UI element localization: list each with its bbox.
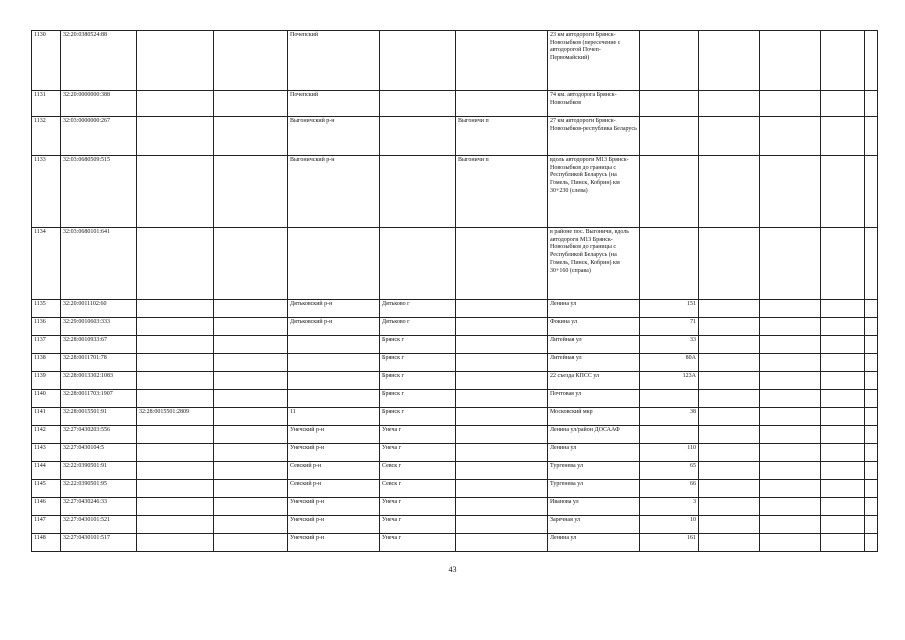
col-12-cell (821, 408, 865, 426)
col-12-cell (821, 480, 865, 498)
address-cell: в районе пос. Выгоничи, вдоль автодороги М13 Брянск- Новозыбков до границы с Республикой Беларусь (на Гомель, Пинск, Кобрин) км 30+160 (справа) (548, 228, 640, 300)
house-number-cell (640, 228, 699, 300)
row-number-cell: 1133 (32, 156, 61, 228)
cadastral-number-2-cell (137, 390, 214, 408)
row-number-cell: 1135 (32, 300, 61, 318)
address-cell: 27 км автодороги Брянск-Новозыбков-республика Беларусь (548, 117, 640, 156)
col-10-cell (699, 228, 760, 300)
settlement-cell (456, 426, 548, 444)
col-4-cell (214, 336, 288, 354)
cadastral-number-2-cell (137, 91, 214, 117)
col-12-cell (821, 462, 865, 480)
city-cell: Унеча г (380, 516, 456, 534)
city-cell (380, 31, 456, 91)
address-cell: 74 км. автодорога Брянск-Новозыбков (548, 91, 640, 117)
cadastral-number-2-cell (137, 372, 214, 390)
settlement-cell (456, 480, 548, 498)
table-row (32, 31, 878, 91)
house-number-cell (640, 31, 699, 91)
col-11-cell (760, 318, 821, 336)
district-cell: Выгоничский р-н (288, 117, 380, 156)
register-table (31, 30, 878, 552)
settlement-cell (456, 516, 548, 534)
col-11-cell (760, 156, 821, 228)
house-number-cell: 65 (640, 462, 699, 480)
settlement-cell (456, 534, 548, 552)
district-cell (288, 228, 380, 300)
city-cell: Севск г (380, 480, 456, 498)
cadastral-number-cell: 32:29:0010603:333 (61, 318, 137, 336)
col-4-cell (214, 117, 288, 156)
col-11-cell (760, 408, 821, 426)
col-10-cell (699, 408, 760, 426)
table-row (32, 534, 878, 552)
district-cell: Дятьковский р-н (288, 318, 380, 336)
address-cell: Фокина ул (548, 318, 640, 336)
col-4-cell (214, 408, 288, 426)
district-cell: Унечский р-н (288, 426, 380, 444)
col-11-cell (760, 480, 821, 498)
col-12-cell (821, 336, 865, 354)
city-cell: Унеча г (380, 444, 456, 462)
house-number-cell: 10 (640, 516, 699, 534)
address-cell: Ленина ул (548, 534, 640, 552)
table-row (32, 498, 878, 516)
col-10-cell (699, 354, 760, 372)
table-row (32, 354, 878, 372)
col-13-cell (865, 408, 878, 426)
col-4-cell (214, 426, 288, 444)
page-number: 43 (448, 565, 457, 574)
district-cell: Севский р-н (288, 480, 380, 498)
cadastral-number-2-cell (137, 117, 214, 156)
col-10-cell (699, 462, 760, 480)
col-4-cell (214, 462, 288, 480)
table-row (32, 228, 878, 300)
col-4-cell (214, 31, 288, 91)
district-cell: Унечский р-н (288, 516, 380, 534)
table-row (32, 336, 878, 354)
col-13-cell (865, 91, 878, 117)
col-12-cell (821, 354, 865, 372)
cadastral-number-2-cell (137, 462, 214, 480)
col-12-cell (821, 31, 865, 91)
city-cell (380, 117, 456, 156)
house-number-cell: 66 (640, 480, 699, 498)
col-13-cell (865, 480, 878, 498)
col-13-cell (865, 300, 878, 318)
address-cell: Ленина ул (548, 300, 640, 318)
house-number-cell: 110 (640, 444, 699, 462)
col-13-cell (865, 336, 878, 354)
cadastral-number-cell: 32:28:0013302:1083 (61, 372, 137, 390)
col-4-cell (214, 372, 288, 390)
col-4-cell (214, 318, 288, 336)
col-12-cell (821, 228, 865, 300)
table-body (32, 31, 878, 552)
col-11-cell (760, 390, 821, 408)
house-number-cell: 161 (640, 534, 699, 552)
city-cell: Дятьково г (380, 318, 456, 336)
city-cell: Унеча г (380, 426, 456, 444)
col-11-cell (760, 354, 821, 372)
city-cell: Унеча г (380, 534, 456, 552)
city-cell: Брянск г (380, 390, 456, 408)
address-cell: 23 км автодороги Брянск-Новозыбков (пересечение с автодорогой Почеп-Первомайский) (548, 31, 640, 91)
house-number-cell (640, 91, 699, 117)
house-number-cell (640, 390, 699, 408)
district-cell: Унечский р-н (288, 534, 380, 552)
table-row (32, 480, 878, 498)
col-4-cell (214, 516, 288, 534)
district-cell: Унечский р-н (288, 498, 380, 516)
row-number-cell: 1140 (32, 390, 61, 408)
district-cell: Выгоничский р-н (288, 156, 380, 228)
col-13-cell (865, 426, 878, 444)
col-4-cell (214, 300, 288, 318)
col-12-cell (821, 498, 865, 516)
district-cell: Почепский (288, 31, 380, 91)
col-12-cell (821, 91, 865, 117)
cadastral-number-2-cell (137, 336, 214, 354)
cadastral-number-cell: 32:27:0430246:33 (61, 498, 137, 516)
col-12-cell (821, 534, 865, 552)
col-13-cell (865, 534, 878, 552)
row-number-cell: 1146 (32, 498, 61, 516)
cadastral-number-cell: 32:28:0015501:91 (61, 408, 137, 426)
col-10-cell (699, 372, 760, 390)
row-number-cell: 1147 (32, 516, 61, 534)
col-13-cell (865, 228, 878, 300)
cadastral-number-2-cell (137, 31, 214, 91)
col-12-cell (821, 516, 865, 534)
cadastral-number-2-cell (137, 534, 214, 552)
house-number-cell (640, 156, 699, 228)
district-cell: Унечский р-н (288, 444, 380, 462)
settlement-cell (456, 372, 548, 390)
address-cell: Литейная ул (548, 354, 640, 372)
col-10-cell (699, 117, 760, 156)
col-13-cell (865, 156, 878, 228)
row-number-cell: 1148 (32, 534, 61, 552)
col-10-cell (699, 390, 760, 408)
cadastral-number-2-cell: 32:28:0015501:2809 (137, 408, 214, 426)
col-11-cell (760, 372, 821, 390)
table-row (32, 117, 878, 156)
col-11-cell (760, 336, 821, 354)
cadastral-number-cell: 32:20:0000000:388 (61, 91, 137, 117)
settlement-cell (456, 336, 548, 354)
row-number-cell: 1141 (32, 408, 61, 426)
table-row (32, 91, 878, 117)
address-cell: 22 съезда КПСС ул (548, 372, 640, 390)
table-row (32, 516, 878, 534)
cadastral-number-2-cell (137, 498, 214, 516)
col-11-cell (760, 462, 821, 480)
city-cell: Брянск г (380, 408, 456, 426)
col-10-cell (699, 156, 760, 228)
settlement-cell (456, 228, 548, 300)
col-10-cell (699, 91, 760, 117)
col-11-cell (760, 117, 821, 156)
house-number-cell: 71 (640, 318, 699, 336)
cadastral-number-cell: 32:28:0011701:78 (61, 354, 137, 372)
city-cell (380, 91, 456, 117)
table-row (32, 390, 878, 408)
row-number-cell: 1138 (32, 354, 61, 372)
col-12-cell (821, 156, 865, 228)
table-row (32, 462, 878, 480)
col-10-cell (699, 534, 760, 552)
cadastral-number-cell: 32:27:0430203:556 (61, 426, 137, 444)
settlement-cell (456, 498, 548, 516)
address-cell: Иванова ул (548, 498, 640, 516)
col-13-cell (865, 462, 878, 480)
table-row (32, 300, 878, 318)
col-13-cell (865, 516, 878, 534)
col-12-cell (821, 117, 865, 156)
col-10-cell (699, 516, 760, 534)
house-number-cell: 33 (640, 336, 699, 354)
district-cell: Севский р-н (288, 462, 380, 480)
row-number-cell: 1130 (32, 31, 61, 91)
col-10-cell (699, 336, 760, 354)
cadastral-number-2-cell (137, 156, 214, 228)
col-10-cell (699, 480, 760, 498)
settlement-cell: Выгоничи п (456, 156, 548, 228)
cadastral-number-cell: 32:27:0430104:5 (61, 444, 137, 462)
city-cell: Севск г (380, 462, 456, 480)
settlement-cell (456, 91, 548, 117)
col-4-cell (214, 480, 288, 498)
settlement-cell (456, 300, 548, 318)
address-cell: Московский мкр (548, 408, 640, 426)
row-number-cell: 1143 (32, 444, 61, 462)
col-10-cell (699, 300, 760, 318)
cadastral-number-cell: 32:03:0680509:515 (61, 156, 137, 228)
settlement-cell (456, 390, 548, 408)
city-cell: Унеча г (380, 498, 456, 516)
col-4-cell (214, 390, 288, 408)
address-cell: Литейная ул (548, 336, 640, 354)
house-number-cell (640, 117, 699, 156)
district-cell (288, 390, 380, 408)
col-13-cell (865, 498, 878, 516)
address-cell: вдоль автодороги М13 Брянск- Новозыбков до границы с Республикой Беларусь (на Гомель, Пинск, Кобрин) км 30+230 (слева) (548, 156, 640, 228)
city-cell: Брянск г (380, 372, 456, 390)
row-number-cell: 1132 (32, 117, 61, 156)
cadastral-number-cell: 32:20:0380524:88 (61, 31, 137, 91)
address-cell: Тургенева ул (548, 480, 640, 498)
col-13-cell (865, 354, 878, 372)
col-4-cell (214, 228, 288, 300)
col-10-cell (699, 444, 760, 462)
row-number-cell: 1142 (32, 426, 61, 444)
cadastral-number-cell: 32:20:0011102:60 (61, 300, 137, 318)
settlement-cell (456, 462, 548, 480)
address-cell: Ленина ул (548, 444, 640, 462)
col-11-cell (760, 498, 821, 516)
row-number-cell: 1134 (32, 228, 61, 300)
col-4-cell (214, 91, 288, 117)
city-cell: Дятьково г (380, 300, 456, 318)
house-number-cell: 80А (640, 354, 699, 372)
address-cell: Тургенева ул (548, 462, 640, 480)
cadastral-number-2-cell (137, 444, 214, 462)
col-11-cell (760, 426, 821, 444)
district-cell (288, 354, 380, 372)
col-13-cell (865, 31, 878, 91)
row-number-cell: 1144 (32, 462, 61, 480)
col-12-cell (821, 426, 865, 444)
col-10-cell (699, 498, 760, 516)
cadastral-number-2-cell (137, 354, 214, 372)
cadastral-number-2-cell (137, 480, 214, 498)
city-cell: Брянск г (380, 354, 456, 372)
col-13-cell (865, 372, 878, 390)
address-cell: Ленина ул/район ДОСААФ (548, 426, 640, 444)
district-cell: 11 (288, 408, 380, 426)
cadastral-number-cell: 32:03:0680101:641 (61, 228, 137, 300)
address-cell: Почтовая ул (548, 390, 640, 408)
district-cell: Почепский (288, 91, 380, 117)
settlement-cell (456, 31, 548, 91)
col-13-cell (865, 444, 878, 462)
col-11-cell (760, 534, 821, 552)
cadastral-number-cell: 32:27:0430101:521 (61, 516, 137, 534)
col-4-cell (214, 444, 288, 462)
house-number-cell (640, 426, 699, 444)
col-12-cell (821, 318, 865, 336)
settlement-cell (456, 408, 548, 426)
house-number-cell: 38 (640, 408, 699, 426)
settlement-cell (456, 444, 548, 462)
col-10-cell (699, 318, 760, 336)
row-number-cell: 1136 (32, 318, 61, 336)
col-10-cell (699, 426, 760, 444)
district-cell (288, 336, 380, 354)
row-number-cell: 1137 (32, 336, 61, 354)
table-row (32, 426, 878, 444)
city-cell (380, 156, 456, 228)
col-11-cell (760, 91, 821, 117)
city-cell: Брянск г (380, 336, 456, 354)
col-13-cell (865, 390, 878, 408)
col-12-cell (821, 390, 865, 408)
col-11-cell (760, 228, 821, 300)
cadastral-number-2-cell (137, 318, 214, 336)
address-cell: Заречная ул (548, 516, 640, 534)
cadastral-number-2-cell (137, 516, 214, 534)
col-12-cell (821, 372, 865, 390)
cadastral-number-cell: 32:27:0430101:517 (61, 534, 137, 552)
col-12-cell (821, 300, 865, 318)
col-13-cell (865, 117, 878, 156)
cadastral-number-2-cell (137, 426, 214, 444)
district-cell (288, 372, 380, 390)
cadastral-number-cell: 32:03:0000000:267 (61, 117, 137, 156)
col-13-cell (865, 318, 878, 336)
col-12-cell (821, 444, 865, 462)
cadastral-number-cell: 32:28:0010933:67 (61, 336, 137, 354)
col-4-cell (214, 354, 288, 372)
col-11-cell (760, 444, 821, 462)
col-11-cell (760, 300, 821, 318)
col-4-cell (214, 156, 288, 228)
col-11-cell (760, 31, 821, 91)
row-number-cell: 1139 (32, 372, 61, 390)
table-row (32, 318, 878, 336)
table-row (32, 156, 878, 228)
row-number-cell: 1145 (32, 480, 61, 498)
col-11-cell (760, 516, 821, 534)
col-4-cell (214, 534, 288, 552)
settlement-cell (456, 354, 548, 372)
house-number-cell: 3 (640, 498, 699, 516)
cadastral-number-cell: 32:22:0390501:91 (61, 462, 137, 480)
city-cell (380, 228, 456, 300)
house-number-cell: 123А (640, 372, 699, 390)
house-number-cell: 151 (640, 300, 699, 318)
cadastral-number-2-cell (137, 300, 214, 318)
table-row (32, 444, 878, 462)
settlement-cell: Выгоничи п (456, 117, 548, 156)
cadastral-number-cell: 32:22:0390501:95 (61, 480, 137, 498)
settlement-cell (456, 318, 548, 336)
table-row (32, 408, 878, 426)
col-10-cell (699, 31, 760, 91)
table-row (32, 372, 878, 390)
cadastral-number-cell: 32:28:0011703:1907 (61, 390, 137, 408)
cadastral-number-2-cell (137, 228, 214, 300)
col-4-cell (214, 498, 288, 516)
district-cell: Дятьковский р-н (288, 300, 380, 318)
row-number-cell: 1131 (32, 91, 61, 117)
